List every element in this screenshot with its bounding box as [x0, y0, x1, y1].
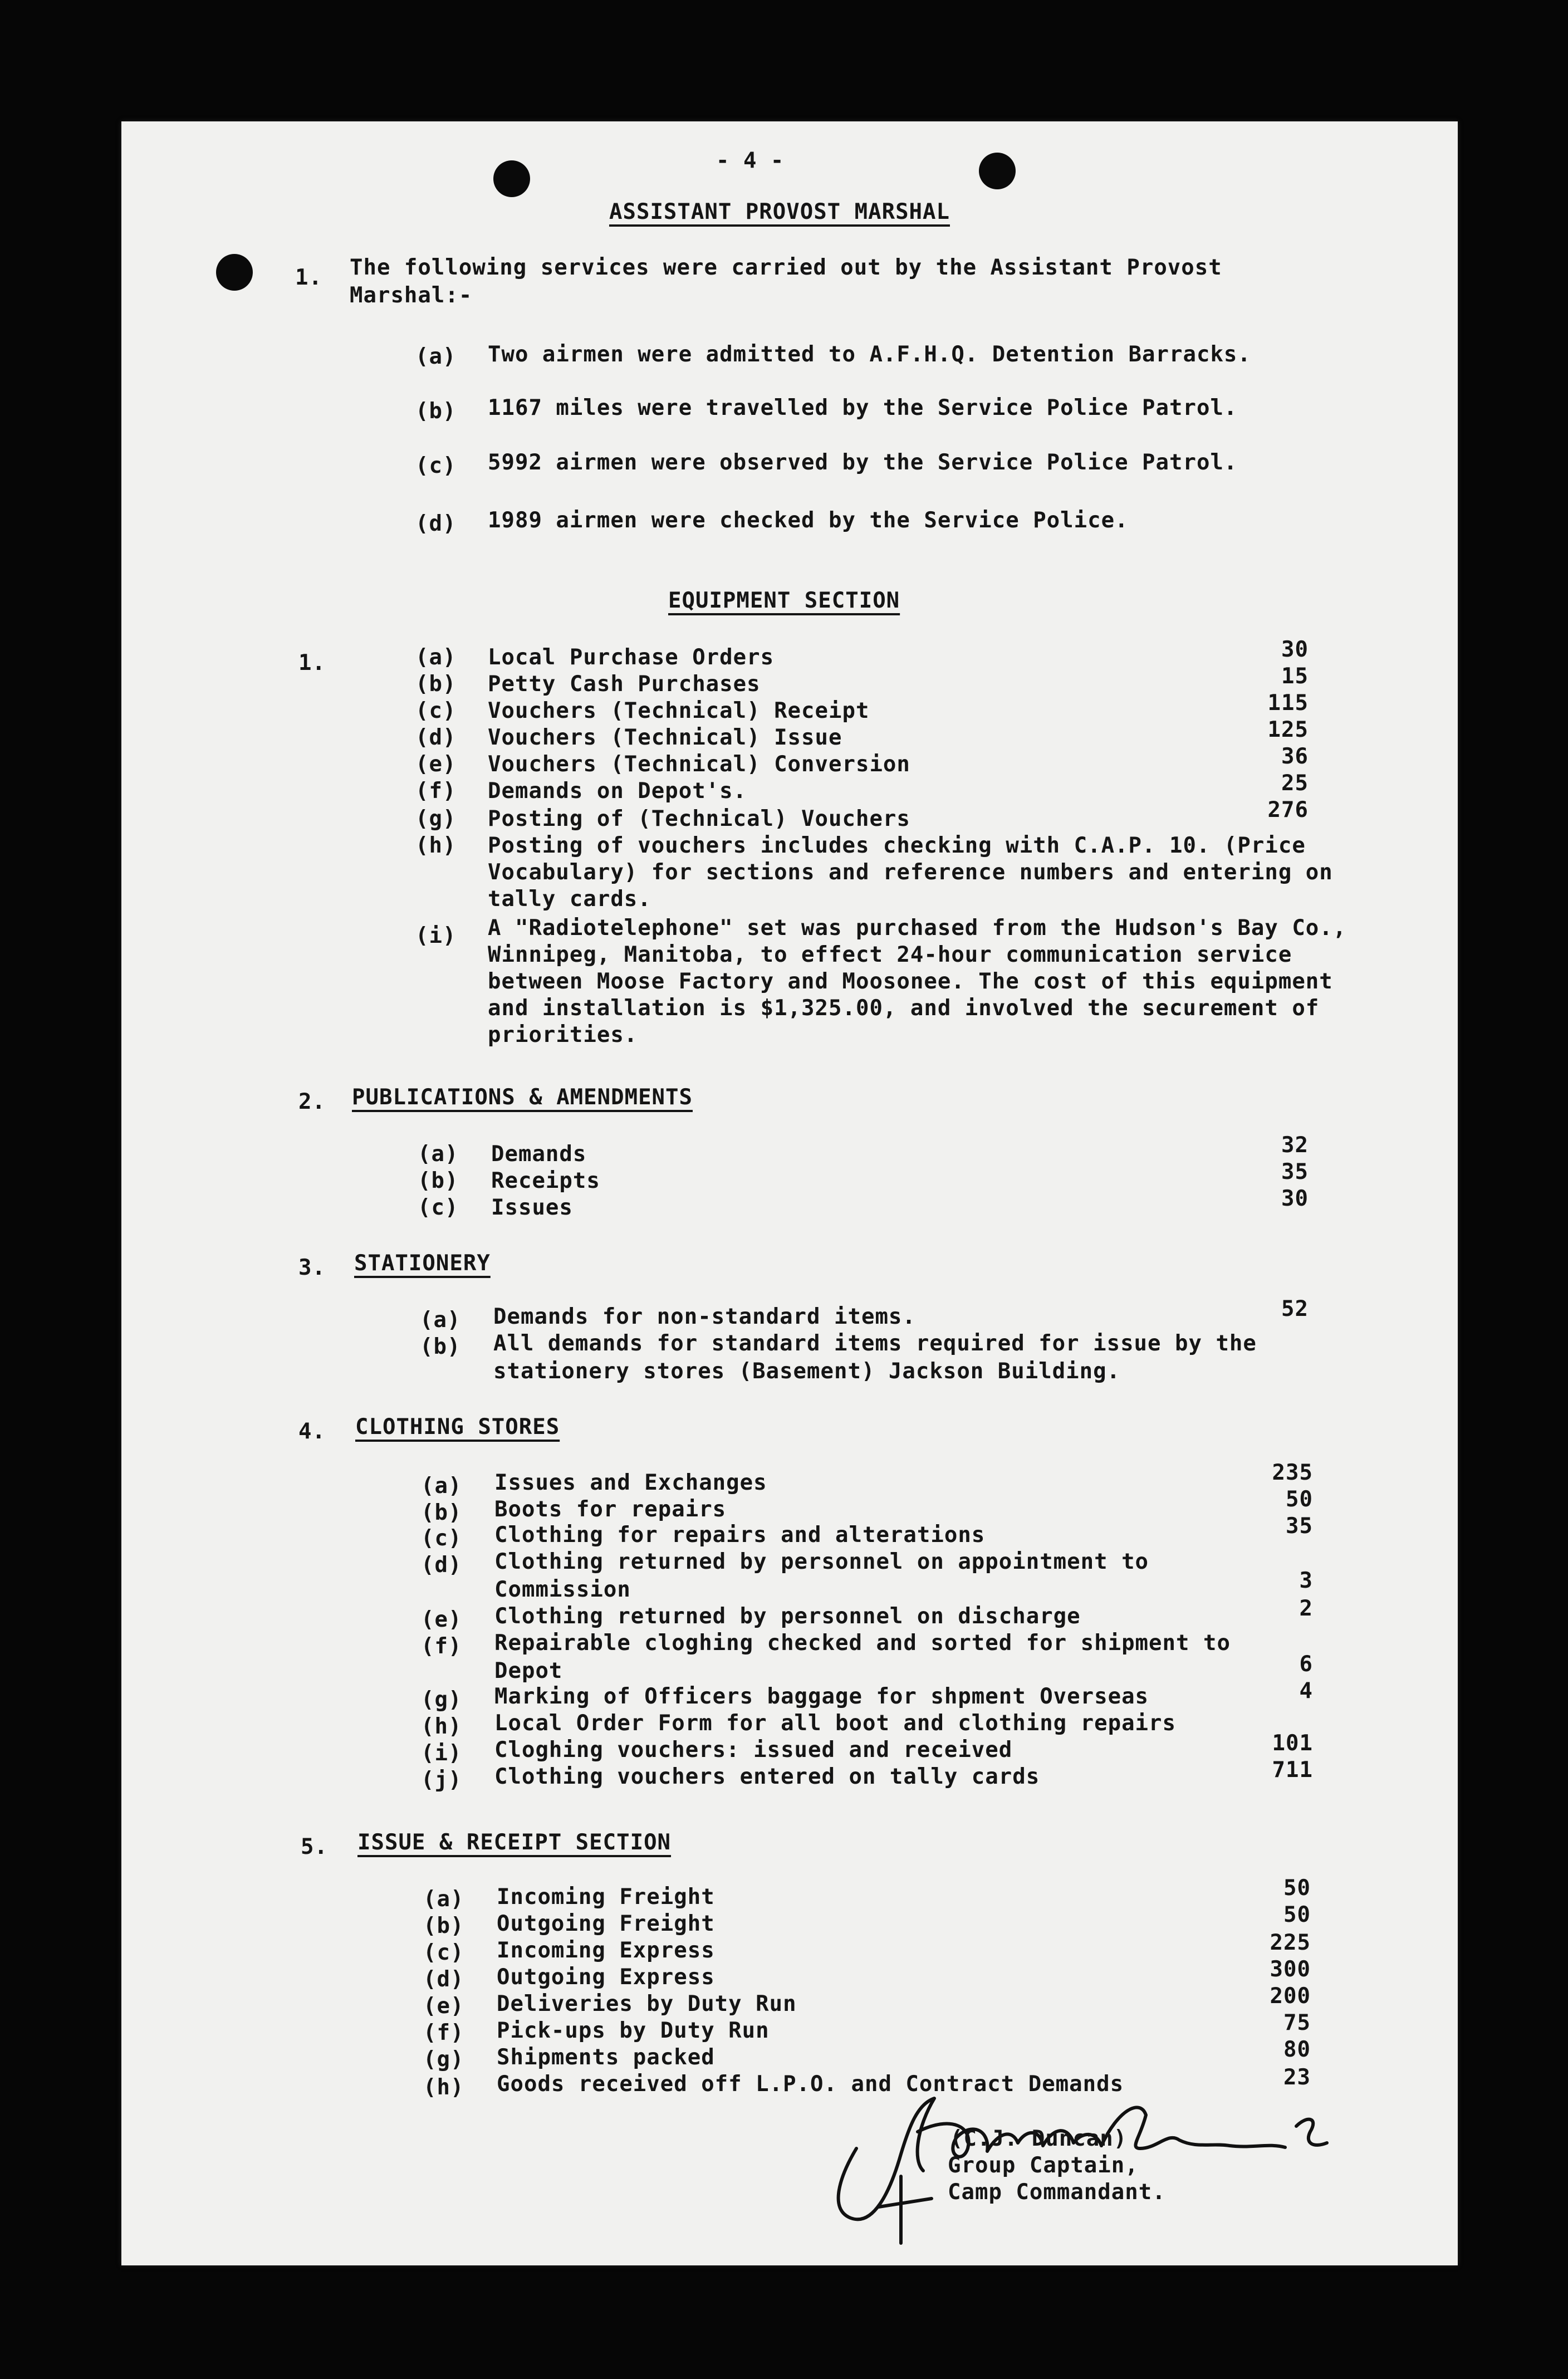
- equipment-item-value: 276: [1267, 797, 1309, 823]
- equipment-i-line: Winnipeg, Manitoba, to effect 24-hour communication service: [488, 942, 1292, 967]
- signatory-rank: Group Captain,: [948, 2153, 1139, 2178]
- equipment-item-text: Demands on Depot's.: [488, 779, 747, 804]
- issue-item-text: Incoming Express: [497, 1938, 715, 1963]
- equipment-h-line: Vocabulary) for sections and reference numbers and entering on: [488, 860, 1333, 885]
- apm-intro-line2: Marshal:-: [350, 283, 473, 308]
- item-number: 4.: [298, 1419, 326, 1444]
- section-title-equipment: EQUIPMENT SECTION: [668, 588, 900, 613]
- publications-item-value: 32: [1281, 1133, 1309, 1158]
- section-title-clothing: CLOTHING STORES: [355, 1414, 560, 1440]
- issue-item-value: 225: [1270, 1930, 1311, 1955]
- page-number: - 4 -: [716, 148, 785, 173]
- equipment-item-text: Vouchers (Technical) Receipt: [488, 698, 870, 723]
- signatory-name: (C.J. Duncan): [950, 2126, 1128, 2151]
- equipment-item-text: Posting of (Technical) Vouchers: [488, 806, 910, 831]
- clothing-item-value: 6: [1299, 1652, 1313, 1677]
- item-label: (f): [423, 2020, 464, 2045]
- clothing-item-value: 3: [1299, 1568, 1313, 1593]
- clothing-item-text: Local Order Form for all boot and clothing repairs: [494, 1711, 1176, 1736]
- item-label: (i): [421, 1741, 462, 1766]
- item-label: (c): [421, 1526, 462, 1551]
- publications-item-text: Issues: [491, 1195, 573, 1220]
- item-label: (c): [415, 453, 457, 478]
- signatory-title: Camp Commandant.: [948, 2180, 1166, 2205]
- clothing-item-value: 235: [1272, 1460, 1313, 1485]
- item-label: (b): [420, 1334, 461, 1359]
- publications-item-value: 35: [1281, 1159, 1309, 1184]
- clothing-item-text: Boots for repairs: [494, 1497, 727, 1522]
- item-label: (e): [423, 1994, 464, 2019]
- equipment-item-text: Local Purchase Orders: [488, 645, 775, 670]
- clothing-item-value: 101: [1272, 1731, 1313, 1756]
- clothing-item-value: 35: [1286, 1514, 1313, 1539]
- apm-item-text: Two airmen were admitted to A.F.H.Q. Detention Barracks.: [488, 342, 1251, 367]
- clothing-item-value: 2: [1299, 1596, 1313, 1621]
- item-label: (j): [421, 1768, 462, 1793]
- clothing-item-text: Cloghing vouchers: issued and received: [494, 1737, 1013, 1763]
- apm-intro-line1: The following services were carried out by the Assistant Provost: [350, 255, 1222, 280]
- punch-hole: [493, 160, 530, 197]
- equipment-item-value: 36: [1281, 744, 1309, 769]
- equipment-item-text: Petty Cash Purchases: [488, 672, 761, 697]
- issue-item-text: Incoming Freight: [497, 1884, 715, 1910]
- issue-item-value: 50: [1283, 1902, 1311, 1927]
- item-label: (b): [418, 1168, 459, 1193]
- item-label: (b): [415, 399, 457, 424]
- equipment-h-line: tally cards.: [488, 887, 651, 912]
- item-number: 5.: [301, 1834, 328, 1859]
- item-number: 1.: [298, 650, 326, 675]
- item-label: (g): [423, 2047, 464, 2072]
- equipment-item-value: 125: [1267, 717, 1309, 742]
- punch-hole: [216, 254, 253, 291]
- item-label: (b): [421, 1500, 462, 1525]
- item-label: (i): [415, 923, 457, 948]
- item-label: (a): [418, 1142, 459, 1167]
- punch-hole: [979, 153, 1016, 189]
- item-label: (a): [421, 1474, 462, 1499]
- item-label: (c): [415, 698, 457, 723]
- item-label: (a): [420, 1308, 461, 1333]
- equipment-i-line: and installation is $1,325.00, and involved the securement of: [488, 996, 1320, 1021]
- stationery-a-value: 52: [1281, 1296, 1309, 1321]
- item-label: (c): [423, 1940, 464, 1965]
- clothing-item-text: Clothing returned by personnel on appointment to: [494, 1549, 1149, 1574]
- clothing-item-text: Depot: [494, 1658, 563, 1683]
- clothing-item-text: Commission: [494, 1577, 631, 1602]
- issue-item-value: 80: [1283, 2037, 1311, 2062]
- item-number: 3.: [298, 1255, 326, 1280]
- issue-item-value: 50: [1283, 1876, 1311, 1901]
- item-label: (a): [415, 645, 457, 670]
- apm-item-text: 5992 airmen were observed by the Service Police Patrol.: [488, 450, 1238, 475]
- item-label: (c): [418, 1195, 459, 1220]
- clothing-item-text: Issues and Exchanges: [494, 1470, 767, 1495]
- item-label: (g): [421, 1687, 462, 1712]
- item-label: (b): [423, 1913, 464, 1939]
- issue-item-text: Goods received off L.P.O. and Contract Demands: [497, 2072, 1124, 2097]
- item-label: (b): [415, 672, 457, 697]
- apm-item-text: 1167 miles were travelled by the Service Police Patrol.: [488, 395, 1238, 420]
- item-label: (d): [421, 1553, 462, 1578]
- clothing-item-text: Clothing for repairs and alterations: [494, 1523, 986, 1548]
- issue-item-text: Outgoing Freight: [497, 1911, 715, 1936]
- section-title-stationery: STATIONERY: [354, 1251, 491, 1276]
- document-page: [121, 121, 1458, 2265]
- issue-item-text: Deliveries by Duty Run: [497, 1991, 797, 2016]
- stationery-b-line2: stationery stores (Basement) Jackson Building.: [493, 1359, 1121, 1384]
- item-label: (f): [415, 779, 457, 804]
- item-label: (a): [423, 1887, 464, 1912]
- publications-item-text: Demands: [491, 1142, 587, 1167]
- equipment-item-value: 30: [1281, 637, 1309, 662]
- issue-item-text: Shipments packed: [497, 2045, 715, 2070]
- clothing-item-text: Clothing vouchers entered on tally cards: [494, 1764, 1040, 1789]
- equipment-i-line: A "Radiotelephone" set was purchased from the Hudson's Bay Co.,: [488, 916, 1347, 941]
- clothing-item-value: 4: [1299, 1678, 1313, 1704]
- section-title-issue-receipt: ISSUE & RECEIPT SECTION: [357, 1830, 672, 1855]
- apm-item-text: 1989 airmen were checked by the Service Police.: [488, 508, 1129, 533]
- stationery-b-line1: All demands for standard items required for issue by the: [493, 1331, 1257, 1356]
- item-number: 2.: [298, 1089, 326, 1114]
- clothing-item-value: 711: [1272, 1758, 1313, 1783]
- item-label: (f): [421, 1634, 462, 1659]
- publications-item-text: Receipts: [491, 1168, 600, 1193]
- section-title-apm: ASSISTANT PROVOST MARSHAL: [609, 199, 950, 224]
- issue-item-text: Pick-ups by Duty Run: [497, 2018, 770, 2043]
- equipment-item-value: 25: [1281, 771, 1309, 796]
- issue-item-text: Outgoing Express: [497, 1965, 715, 1990]
- clothing-item-text: Repairable cloghing checked and sorted for shipment to: [494, 1631, 1231, 1656]
- clothing-item-text: Clothing returned by personnel on discharge: [494, 1604, 1081, 1629]
- issue-item-value: 200: [1270, 1984, 1311, 2009]
- equipment-item-value: 15: [1281, 664, 1309, 689]
- issue-item-value: 300: [1270, 1957, 1311, 1982]
- section-title-publications: PUBLICATIONS & AMENDMENTS: [352, 1085, 693, 1110]
- item-number: 1.: [295, 265, 322, 290]
- issue-item-value: 75: [1283, 2010, 1311, 2035]
- item-label: (e): [421, 1607, 462, 1632]
- item-label: (e): [415, 752, 457, 777]
- equipment-item-value: 115: [1267, 691, 1309, 716]
- equipment-i-line: between Moose Factory and Moosonee. The cost of this equipment: [488, 969, 1333, 994]
- item-label: (h): [415, 833, 457, 858]
- equipment-h-line: Posting of vouchers includes checking with C.A.P. 10. (Price: [488, 833, 1306, 858]
- item-label: (d): [415, 511, 457, 536]
- equipment-item-text: Vouchers (Technical) Issue: [488, 725, 842, 750]
- item-label: (d): [423, 1967, 464, 1992]
- publications-item-value: 30: [1281, 1186, 1309, 1211]
- stationery-a-text: Demands for non-standard items.: [493, 1304, 916, 1329]
- item-label: (g): [415, 806, 457, 831]
- clothing-item-value: 50: [1286, 1487, 1313, 1512]
- item-label: (d): [415, 725, 457, 750]
- clothing-item-text: Marking of Officers baggage for shpment Overseas: [494, 1684, 1149, 1709]
- equipment-i-line: priorities.: [488, 1022, 638, 1047]
- item-label: (h): [423, 2075, 464, 2100]
- item-label: (h): [421, 1714, 462, 1739]
- item-label: (a): [415, 344, 457, 369]
- issue-item-value: 23: [1283, 2065, 1311, 2090]
- equipment-item-text: Vouchers (Technical) Conversion: [488, 752, 910, 777]
